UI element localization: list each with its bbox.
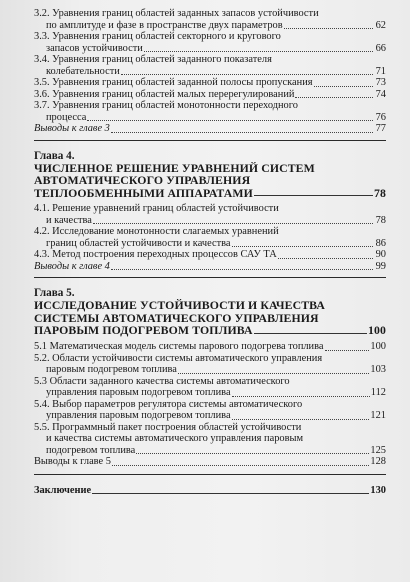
page-number: 112: [370, 387, 386, 399]
chapter4-title-line-2: АВТОМАТИЧЕСКОГО УПРАВЛЕНИЯ: [34, 173, 251, 188]
toc-entry: [34, 422, 386, 457]
toc-entry-title-cont: процесса: [46, 111, 87, 123]
toc-entry: [34, 353, 386, 376]
toc-entry: [34, 249, 386, 261]
toc-entry-title: Выводы к главе 3: [34, 123, 110, 134]
page-number: 90: [375, 249, 386, 261]
toc-entry-title: 5.3 Области заданного качества системы автоматического: [34, 375, 290, 387]
dot-leader: [295, 96, 373, 98]
toc-entry: [34, 226, 386, 249]
page-number: 86: [375, 237, 386, 249]
page-number: 125: [370, 444, 386, 456]
page-number: 128: [370, 456, 386, 468]
toc-entry: [34, 77, 386, 89]
toc-entry: [34, 203, 386, 226]
chapter4-title-line-1: ЧИСЛЕННОЕ РЕШЕНИЕ УРАВНЕНИЙ СИСТЕМ: [34, 160, 315, 175]
page-number: 62: [375, 19, 386, 31]
dot-leader: [121, 73, 373, 75]
chapter5-number: Глава 5.: [34, 287, 75, 300]
conclusion-entry: [34, 485, 386, 497]
chapter5-entries: [34, 341, 386, 468]
toc-entry-title-cont: подогревом топлива: [46, 444, 136, 456]
toc-entry-title-cont: границ областей устойчивости и качества: [46, 237, 231, 249]
chapter5-block: [34, 287, 386, 467]
dot-leader: [232, 418, 370, 420]
chapter4-page: 78: [374, 185, 386, 200]
chapter4-number: Глава 4.: [34, 149, 75, 162]
dot-leader: [111, 268, 373, 270]
toc-entry-title: 4.1. Решение уравнений границ областей устойчивости: [34, 203, 279, 215]
toc-entry-title-cont: паровым подогревом топлива: [46, 364, 177, 376]
dot-leader: [232, 245, 373, 247]
toc-entry-title-cont: колебательности: [46, 65, 120, 77]
toc-entry-title: 3.4. Уравнения границ областей заданного показателя: [34, 54, 272, 65]
toc-entry: [34, 456, 386, 468]
chapter5-page: 100: [368, 323, 386, 338]
conclusion-page: 130: [370, 484, 386, 496]
conclusion-label: Заключение: [34, 484, 92, 496]
toc-entry: [34, 341, 386, 353]
page-number: 100: [370, 341, 386, 353]
toc-entry: [34, 31, 386, 54]
page-number: 77: [375, 123, 386, 134]
dot-leader: [314, 85, 373, 87]
page-number: 73: [375, 77, 386, 88]
dot-leader: [232, 395, 370, 397]
dot-leader: [278, 257, 373, 259]
toc-entry-title: 5.1 Математическая модель системы парового подогрева топлива: [34, 341, 324, 353]
toc-entry-title: 3.2. Уравнения границ областей заданных запасов устойчивости: [34, 8, 319, 19]
toc-entry-title: Выводы к главе 4: [34, 260, 110, 272]
chapter5-title-line-3: ПАРОВЫМ ПОДОГРЕВОМ ТОПЛИВА: [34, 323, 253, 338]
dot-leader: [136, 452, 369, 454]
toc-entry-title: 3.5. Уравнения границ областей заданной полосы пропускания: [34, 77, 313, 88]
page-number: 76: [375, 111, 386, 123]
toc-entry-title: 4.2. Исследование монотонности слагаемых уравнений: [34, 226, 279, 238]
chapter4-block: [34, 150, 386, 273]
page-number: 121: [370, 410, 386, 422]
page-number: 66: [375, 42, 386, 54]
dot-leader: [111, 131, 373, 133]
dot-leader: [93, 222, 373, 224]
chapter5-title: [34, 299, 386, 337]
toc-entry: [34, 100, 386, 123]
toc-entry: [34, 261, 386, 273]
dot-leader: [178, 372, 369, 374]
toc-entry-title: 3.7. Уравнения границ областей монотонности переходного: [34, 100, 298, 111]
toc-entry-title: 5.2. Области устойчивости системы автоматического управления: [34, 352, 323, 364]
table-of-contents: [34, 8, 386, 496]
toc-entry-title-cont: и качества: [46, 214, 92, 226]
toc-entry: [34, 54, 386, 77]
chapter4-title: [34, 162, 386, 200]
toc-entry-title-cont: запасов устойчивости: [46, 42, 143, 54]
chapter4-title-line-3: ТЕПЛООБМЕННЫМИ АППАРАТАМИ: [34, 185, 253, 200]
toc-entry-title-cont: и качества системы автоматического управления паровым: [46, 433, 304, 445]
page-number: 99: [375, 260, 386, 272]
toc-entry-title: 4.3. Метод построения переходных процессов САУ ТА: [34, 249, 277, 261]
toc-entry-title: Выводы к главе 5: [34, 456, 111, 468]
chapter5-title-line-2: СИСТЕМЫ АВТОМАТИЧЕСКОГО УПРАВЛЕНИЯ: [34, 310, 319, 325]
page-number: 78: [375, 214, 386, 226]
toc-entry-title-cont: управления паровым подогревом топлива: [46, 387, 231, 399]
dot-leader: [87, 119, 373, 121]
page-number: 71: [375, 65, 386, 77]
chapter3-entries: [34, 8, 386, 135]
toc-entry: [34, 89, 386, 101]
toc-entry: [34, 123, 386, 135]
page-number: 74: [375, 88, 386, 100]
toc-entry-title: 3.6. Уравнения границ областей малых перерегулирований: [34, 88, 295, 100]
toc-entry: [34, 8, 386, 31]
toc-entry-title: 5.4. Выбор параметров регулятора системы автоматического: [34, 398, 303, 410]
chapter5-title-line-1: ИССЛЕДОВАНИЕ УСТОЙЧИВОСТИ И КАЧЕСТВА: [34, 298, 326, 313]
dot-leader: [112, 464, 369, 466]
toc-entry-title-cont: по амплитуде и фазе в пространстве двух параметров: [46, 19, 283, 31]
page-number: 103: [370, 364, 386, 376]
dot-leader: [325, 349, 370, 351]
chapter4-entries: [34, 203, 386, 272]
dot-leader: [284, 27, 373, 29]
toc-entry: [34, 399, 386, 422]
toc-entry-title-cont: управления паровым подогревом топлива: [46, 410, 231, 422]
toc-entry-title: 3.3. Уравнения границ областей секторного и кругового: [34, 31, 281, 42]
dot-leader: [144, 50, 373, 52]
toc-entry-title: 5.5. Программный пакет построения областей устойчивости: [34, 421, 302, 433]
toc-entry: [34, 376, 386, 399]
